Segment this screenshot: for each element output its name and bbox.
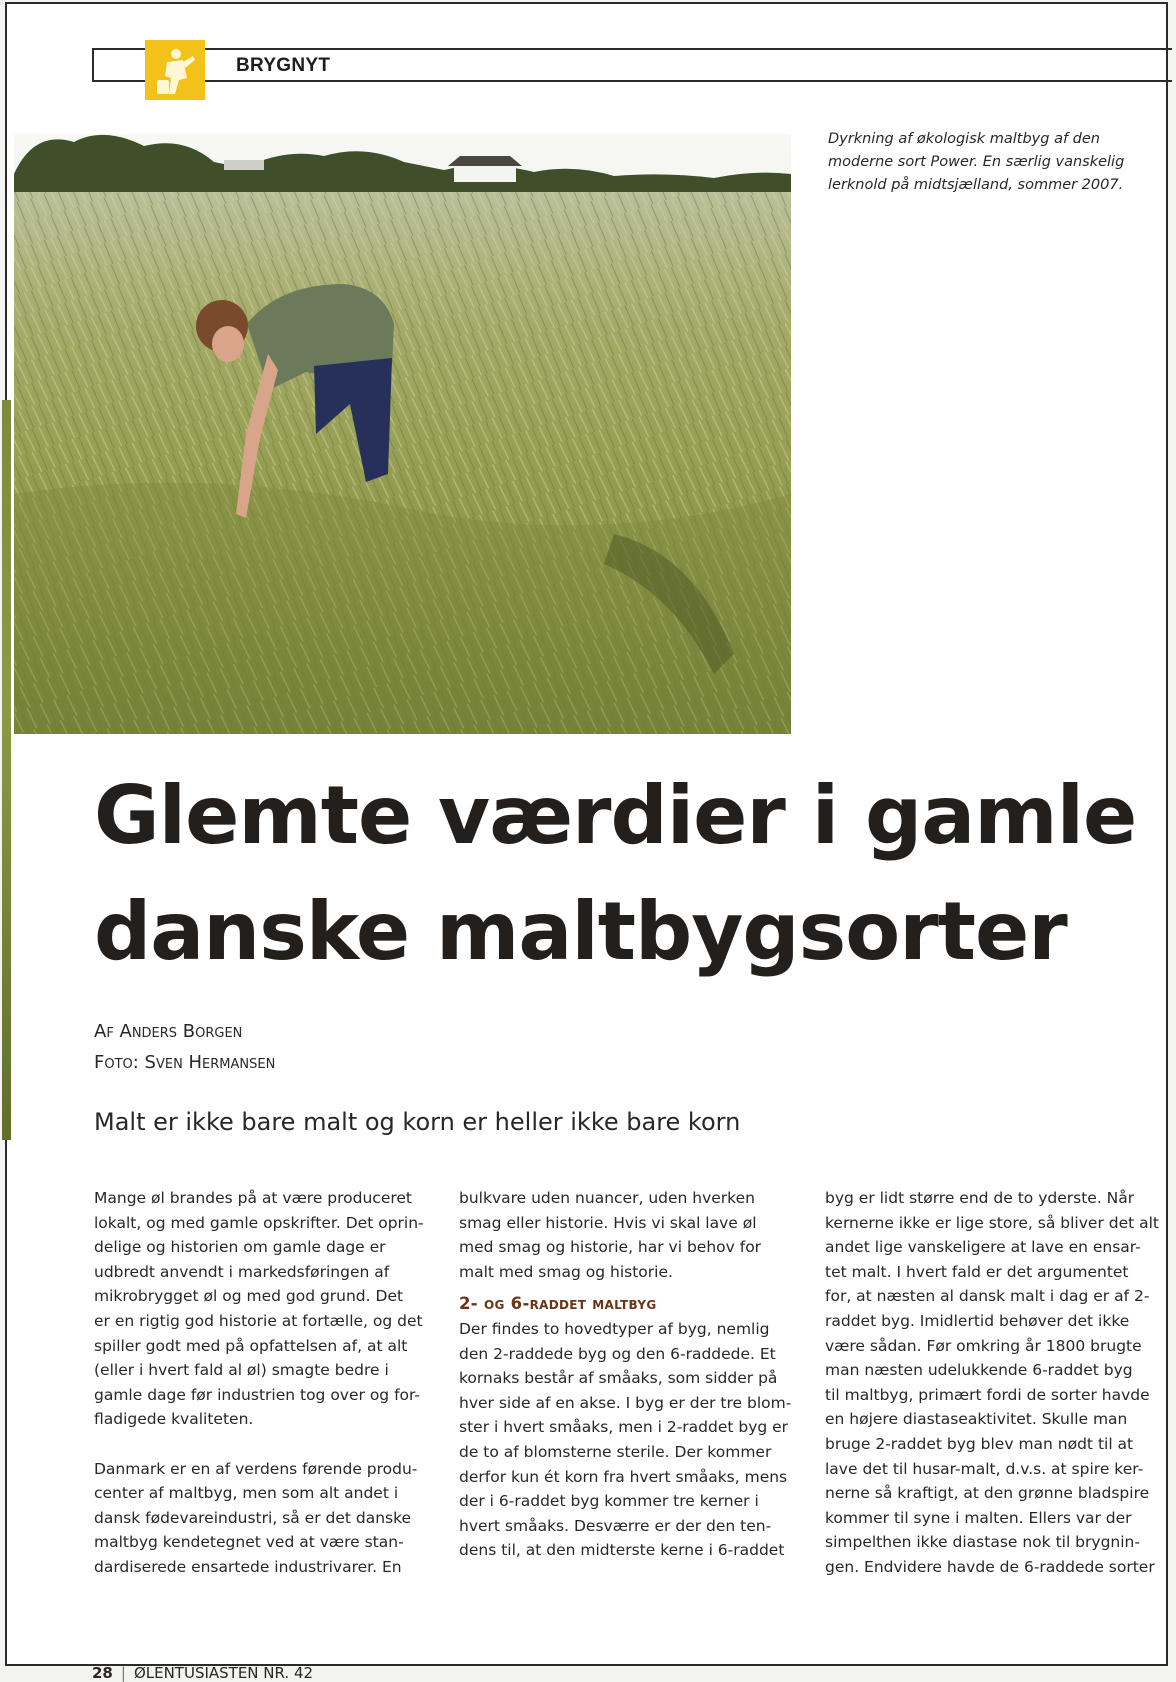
publication-name: ØLENTUSIASTEN NR. 42 <box>133 1664 314 1682</box>
caption-line: moderne sort Power. En særlig vanskelig <box>828 154 1125 170</box>
text-line: for, at næsten al dansk malt i dag er af 2- <box>825 1287 1150 1306</box>
page-number: 28 <box>92 1664 113 1682</box>
text-line: hver side af en akse. I byg er der tre blom- <box>459 1393 792 1412</box>
photo-caption <box>828 128 1148 197</box>
text-line: raddet byg. Imidlertid behøver det ikke <box>825 1311 1130 1330</box>
text-line: bruge 2-raddet byg blev man nødt til at <box>825 1434 1134 1453</box>
page-edge-strip <box>2 400 11 1140</box>
text-line: (eller i hvert fald al øl) smagte bedre i <box>94 1361 389 1380</box>
paragraph-gap <box>94 1432 449 1457</box>
text-line: lave det til husar-malt, d.v.s. at spire ker- <box>825 1459 1144 1478</box>
text-line: tet malt. I hvert fald er det argumentet <box>825 1262 1129 1281</box>
text-line: kornaks består af småaks, som sidder på <box>459 1369 778 1388</box>
text-line: mikrobrygget øl og med god grund. Det <box>94 1287 404 1306</box>
text-line: Danmark er en af verdens førende produ- <box>94 1459 418 1478</box>
caption-line: lerknold på midtsjælland, sommer 2007. <box>828 177 1124 193</box>
page-footer <box>92 1664 313 1682</box>
text-line: de to af blomsterne sterile. Der kommer <box>459 1442 772 1461</box>
article-title <box>94 758 1154 990</box>
text-line: man næsten udelukkende 6-raddet byg <box>825 1361 1133 1380</box>
text-line: ster i hvert småaks, men i 2-raddet byg er <box>459 1418 789 1437</box>
text-line: fladigede kvaliteten. <box>94 1410 254 1429</box>
text-line: gamle dage før industrien tog over og for- <box>94 1385 420 1404</box>
text-line: byg er lidt større end de to yderste. Når <box>825 1189 1135 1207</box>
author-credit: Af Anders Borgen <box>94 1021 243 1042</box>
text-line: center af maltbyg, men som alt andet i <box>94 1484 399 1503</box>
text-line: lokalt, og med gamle opskrifter. Det oprin- <box>94 1213 424 1232</box>
text-line: til maltbyg, primært fordi de sorter havde <box>825 1385 1150 1404</box>
article-lede: Malt er ikke bare malt og korn er heller ikke bare korn <box>94 1108 741 1136</box>
text-line: kommer til syne i malten. Ellers var der <box>825 1508 1132 1527</box>
text-line: derfor kun ét korn fra hvert småaks, mens <box>459 1467 788 1486</box>
title-line: danske maltbygsorter <box>94 885 1067 978</box>
text-line: hvert småaks. Desværre er der den ten- <box>459 1516 772 1535</box>
text-line: en højere diastaseaktivitet. Skulle man <box>825 1410 1128 1429</box>
section-label: BRYGNYT <box>236 55 331 76</box>
text-line: simpelthen ikke diastase nok til brygnin- <box>825 1533 1140 1552</box>
body-column-3 <box>825 1186 1176 1580</box>
text-line: udbredt anvendt i markedsføringen af <box>94 1262 390 1281</box>
text-line: dansk fødevareindustri, så er det danske <box>94 1508 412 1527</box>
text-line: kernerne ikke er lige store, så bliver det alt <box>825 1213 1160 1232</box>
footer-separator: | <box>120 1664 126 1682</box>
text-line: der i 6-raddet byg kommer tre kerner i <box>459 1492 759 1511</box>
section-subheading: 2- og 6-raddet maltbyg <box>459 1294 657 1314</box>
text-line: andet lige vanskeligere at lave en ensar- <box>825 1238 1141 1257</box>
body-column-2 <box>459 1186 814 1563</box>
body-column-1 <box>94 1186 449 1580</box>
text-line: dens til, at den midterste kerne i 6-raddet <box>459 1541 785 1560</box>
text-line: være sådan. Før omkring år 1800 brugte <box>825 1336 1142 1355</box>
text-line: bulkvare uden nuancer, uden hverken <box>459 1189 755 1207</box>
barley-field-photo <box>14 134 791 734</box>
text-line: nerne så kraftigt, at den grønne bladspire <box>825 1484 1150 1503</box>
text-line: spiller godt med på opfattelsen af, at alt <box>94 1336 408 1355</box>
text-line: Der findes to hovedtyper af byg, nemlig <box>459 1319 770 1338</box>
caption-line: Dyrkning af økologisk maltbyg af den <box>828 131 1100 147</box>
brewer-figure-icon <box>145 40 205 100</box>
text-line: malt med smag og historie. <box>459 1262 673 1281</box>
text-line: den 2-raddede byg og den 6-raddede. Et <box>459 1344 776 1363</box>
text-line: er en rigtig god historie at fortælle, og det <box>94 1311 423 1330</box>
text-line: dardiserede ensartede industrivarer. En <box>94 1557 402 1576</box>
text-line: delige og historien om gamle dage er <box>94 1238 386 1257</box>
text-line: maltbyg kendetegnet ved at være stan- <box>94 1533 404 1552</box>
text-line: smag eller historie. Hvis vi skal lave øl <box>459 1213 757 1232</box>
title-line: Glemte værdier i gamle <box>94 769 1137 862</box>
text-line: med smag og historie, har vi behov for <box>459 1238 762 1257</box>
text-line: Mange øl brandes på at være produceret <box>94 1189 412 1207</box>
byline <box>94 1016 275 1078</box>
text-line: gen. Endvidere havde de 6-raddede sorter <box>825 1557 1155 1576</box>
photo-credit: Foto: Sven Hermansen <box>94 1052 276 1073</box>
